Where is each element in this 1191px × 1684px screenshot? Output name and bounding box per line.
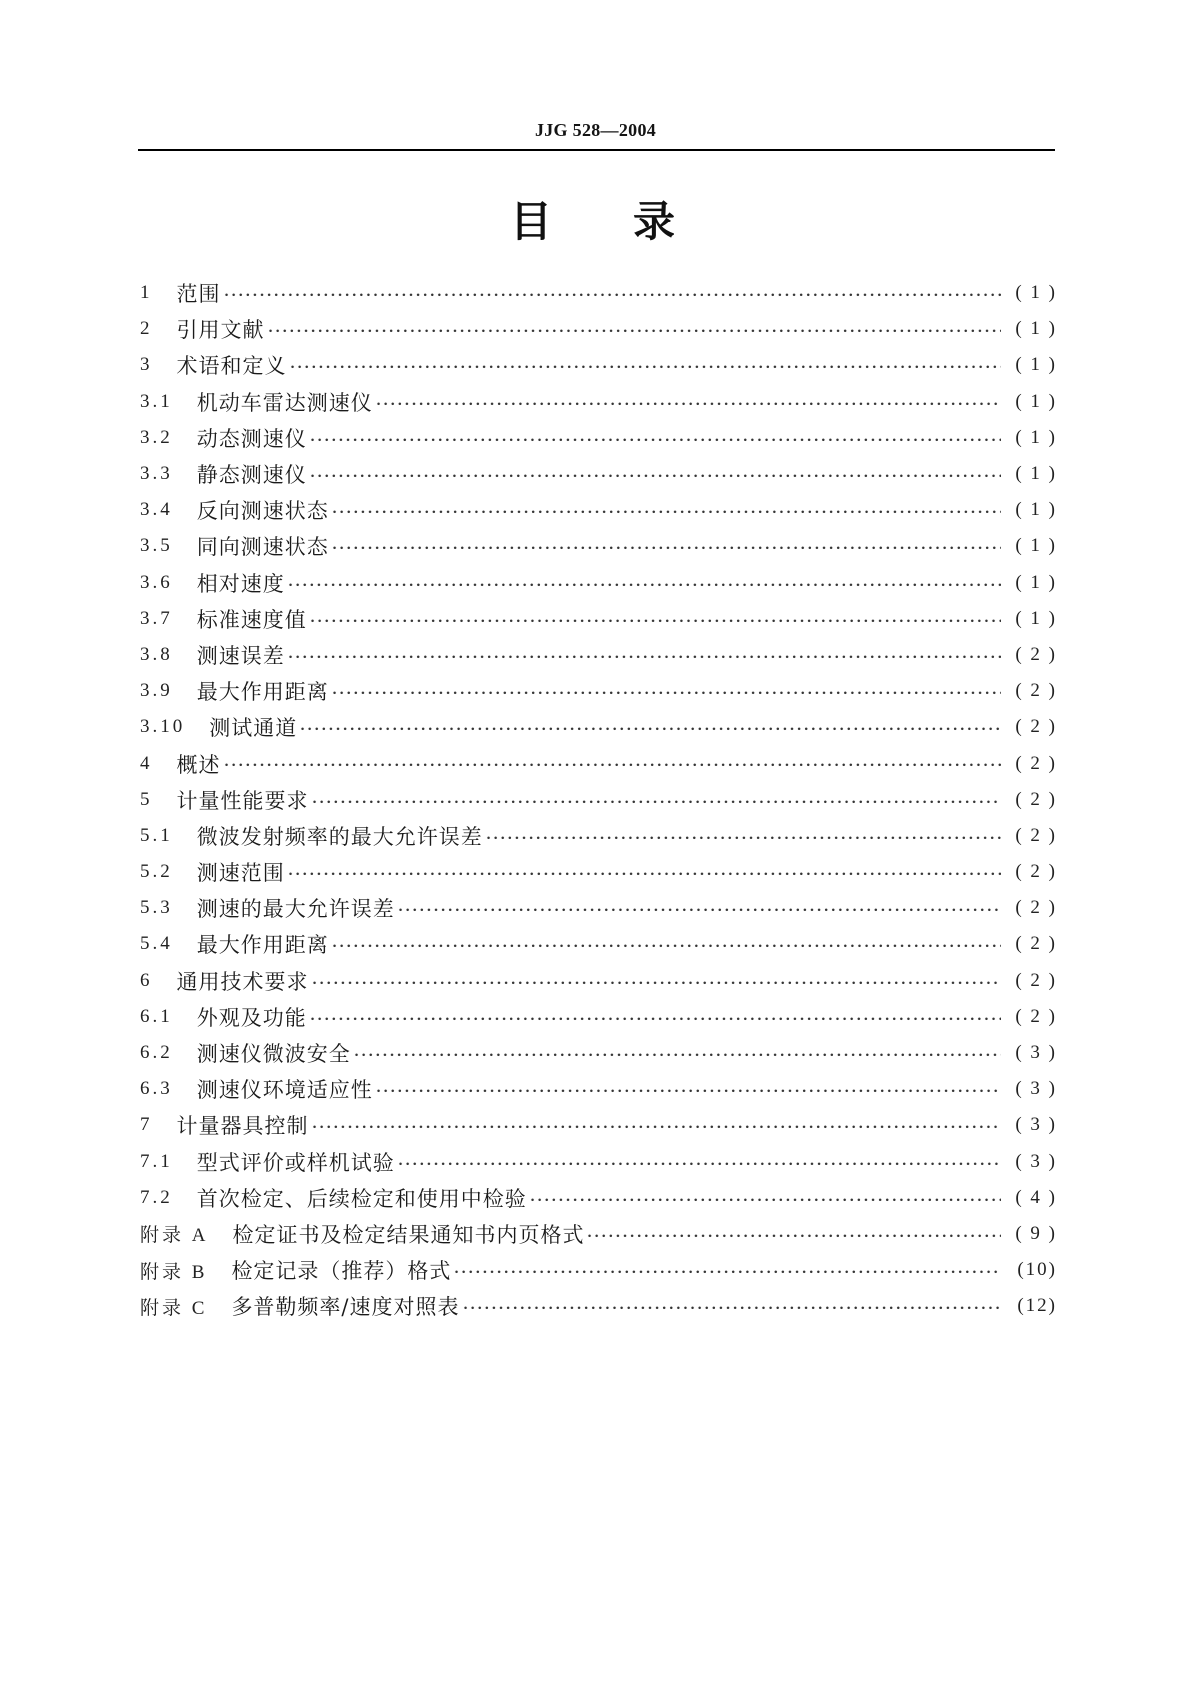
dot-leader xyxy=(331,673,1001,709)
toc-entry-page: ( 1 ) xyxy=(1015,318,1057,340)
toc-entry-number: 6 xyxy=(140,969,153,991)
toc-entry-title: 范围 xyxy=(176,282,221,307)
toc-entry-title: 检定记录（推荐）格式 xyxy=(231,1259,452,1284)
dot-leader xyxy=(287,565,1001,601)
toc-entry xyxy=(140,709,1055,745)
toc-entry-number: 5.1 xyxy=(140,824,173,846)
toc-entry-number: 3.8 xyxy=(140,643,173,665)
dot-leader xyxy=(287,637,1001,673)
toc-entry-page: ( 2 ) xyxy=(1015,861,1057,883)
dot-leader xyxy=(311,963,1002,999)
toc-entry xyxy=(140,492,1055,528)
toc-entry xyxy=(140,384,1055,420)
toc-entry xyxy=(140,1288,1055,1324)
toc-entry-page: ( 1 ) xyxy=(1015,463,1057,485)
toc-entry-page: ( 2 ) xyxy=(1015,969,1057,991)
toc-entry xyxy=(140,999,1055,1035)
toc-entry-page: ( 2 ) xyxy=(1015,752,1057,774)
toc-entry-title: 同向测速状态 xyxy=(196,535,329,560)
toc-entry-title: 首次检定、后续检定和使用中检验 xyxy=(196,1186,527,1211)
toc-entry xyxy=(140,1180,1055,1216)
toc-entry-number: 3.6 xyxy=(140,571,173,593)
toc-entry-number: 2 xyxy=(140,318,153,340)
page-title-char: 目 xyxy=(510,197,553,246)
toc-entry-title: 计量器具控制 xyxy=(176,1114,309,1139)
toc-entry-title: 通用技术要求 xyxy=(176,969,309,994)
toc-entry-page: ( 3 ) xyxy=(1015,1150,1057,1172)
toc-entry-number: 6.3 xyxy=(140,1078,173,1100)
toc-entry xyxy=(140,818,1055,854)
toc-entry-page: ( 2 ) xyxy=(1015,897,1057,919)
toc-entry-page: ( 1 ) xyxy=(1015,535,1057,557)
page-title-char: 录 xyxy=(633,197,676,246)
toc-entry-title: 微波发射频率的最大允许误差 xyxy=(196,824,483,849)
dot-leader xyxy=(267,311,1002,347)
toc-entry xyxy=(140,963,1055,999)
dot-leader xyxy=(331,926,1001,962)
toc-entry xyxy=(140,601,1055,637)
toc-entry-page: ( 2 ) xyxy=(1015,643,1057,665)
toc-entry-page: ( 2 ) xyxy=(1015,824,1057,846)
toc-entry-title: 计量性能要求 xyxy=(176,788,309,813)
dot-leader xyxy=(309,456,1001,492)
toc-entry-number: 附录 A xyxy=(140,1225,209,1247)
toc-entry-page: ( 1 ) xyxy=(1015,607,1057,629)
dot-leader xyxy=(309,420,1001,456)
toc-entry-number: 3.4 xyxy=(140,499,173,521)
toc-entry-page: ( 2 ) xyxy=(1015,1005,1057,1027)
toc-entry-number: 3.10 xyxy=(140,716,186,738)
dot-leader xyxy=(529,1180,1001,1216)
toc-entry xyxy=(140,275,1055,311)
toc-entry xyxy=(140,1107,1055,1143)
dot-leader xyxy=(586,1216,1001,1252)
toc-entry-page: (10) xyxy=(1017,1259,1057,1281)
toc-entry-number: 3.5 xyxy=(140,535,173,557)
header-rule xyxy=(138,149,1055,151)
toc-entry xyxy=(140,854,1055,890)
toc-entry xyxy=(140,745,1055,781)
dot-leader xyxy=(299,709,1001,745)
dot-leader xyxy=(462,1288,1001,1324)
toc-entry-number: 5.2 xyxy=(140,861,173,883)
toc-entry-number: 1 xyxy=(140,282,153,304)
toc-entry-number: 7.2 xyxy=(140,1186,173,1208)
toc-entry-number: 6.2 xyxy=(140,1042,173,1064)
toc-entry-title: 检定证书及检定结果通知书内页格式 xyxy=(232,1222,585,1247)
toc-entry xyxy=(140,528,1055,564)
toc-entry-title: 测速范围 xyxy=(196,861,285,886)
toc-entry-title: 测速误差 xyxy=(196,643,285,668)
toc-entry-number: 附录 C xyxy=(140,1297,208,1319)
dot-leader xyxy=(331,492,1001,528)
dot-leader xyxy=(311,782,1002,818)
toc-entry-page: ( 3 ) xyxy=(1015,1042,1057,1064)
toc-entry-page: ( 1 ) xyxy=(1015,499,1057,521)
toc-entry-page: ( 1 ) xyxy=(1015,354,1057,376)
dot-leader xyxy=(287,854,1001,890)
toc-entry-title: 术语和定义 xyxy=(176,354,287,379)
toc-entry-number: 5.4 xyxy=(140,933,173,955)
toc-entry-title: 相对速度 xyxy=(196,571,285,596)
toc-entry xyxy=(140,1216,1055,1252)
toc-entry xyxy=(140,565,1055,601)
dot-leader xyxy=(331,528,1001,564)
toc-entry xyxy=(140,311,1055,347)
toc-entry-number: 3.9 xyxy=(140,680,173,702)
dot-leader xyxy=(309,601,1001,637)
dot-leader xyxy=(223,275,1002,311)
toc-entry-number: 6.1 xyxy=(140,1005,173,1027)
toc-entry-number: 附录 B xyxy=(140,1261,208,1283)
toc-entry xyxy=(140,926,1055,962)
toc-entry-number: 7.1 xyxy=(140,1150,173,1172)
toc-list xyxy=(140,275,1055,1324)
toc-entry-title: 动态测速仪 xyxy=(196,426,307,451)
toc-entry-number: 3.1 xyxy=(140,390,173,412)
toc-entry-number: 3.7 xyxy=(140,607,173,629)
dot-leader xyxy=(397,1144,1001,1180)
toc-entry-title: 型式评价或样机试验 xyxy=(196,1150,395,1175)
toc-entry-page: ( 2 ) xyxy=(1015,933,1057,955)
toc-entry-number: 3.2 xyxy=(140,426,173,448)
dot-leader xyxy=(375,1071,1001,1107)
toc-entry-title: 概述 xyxy=(176,752,221,777)
toc-entry-number: 7 xyxy=(140,1114,153,1136)
dot-leader xyxy=(223,745,1002,781)
toc-entry-page: ( 1 ) xyxy=(1015,282,1057,304)
toc-entry xyxy=(140,456,1055,492)
dot-leader xyxy=(353,1035,1001,1071)
toc-entry-page: ( 1 ) xyxy=(1015,571,1057,593)
toc-entry-page: ( 9 ) xyxy=(1015,1222,1057,1244)
toc-entry xyxy=(140,347,1055,383)
toc-entry-page: ( 3 ) xyxy=(1015,1114,1057,1136)
toc-entry xyxy=(140,890,1055,926)
toc-entry-title: 测试通道 xyxy=(209,716,298,741)
toc-entry-number: 5.3 xyxy=(140,897,173,919)
document-code-header: JJG 528—2004 xyxy=(534,120,657,140)
toc-entry-number: 5 xyxy=(140,788,153,810)
dot-leader xyxy=(485,818,1001,854)
toc-entry-number: 4 xyxy=(140,752,153,774)
toc-entry xyxy=(140,1252,1055,1288)
toc-entry-page: ( 2 ) xyxy=(1015,716,1057,738)
toc-entry-number: 3 xyxy=(140,354,153,376)
toc-entry-title: 引用文献 xyxy=(176,318,265,343)
toc-entry xyxy=(140,1071,1055,1107)
dot-leader xyxy=(311,1107,1002,1143)
toc-entry xyxy=(140,673,1055,709)
toc-entry-page: ( 2 ) xyxy=(1015,680,1057,702)
toc-entry-title: 多普勒频率/速度对照表 xyxy=(231,1295,460,1320)
toc-entry-title: 静态测速仪 xyxy=(196,463,307,488)
toc-entry-page: ( 1 ) xyxy=(1015,426,1057,448)
toc-entry-page: ( 1 ) xyxy=(1015,390,1057,412)
toc-entry-title: 测速的最大允许误差 xyxy=(196,897,395,922)
toc-entry-title: 标准速度值 xyxy=(196,607,307,632)
toc-entry-title: 最大作用距离 xyxy=(196,680,329,705)
toc-entry-title: 测速仪环境适应性 xyxy=(196,1078,373,1103)
dot-leader xyxy=(375,384,1001,420)
toc-entry xyxy=(140,1144,1055,1180)
dot-leader xyxy=(453,1252,1001,1288)
toc-entry xyxy=(140,637,1055,673)
page-title xyxy=(510,196,675,248)
toc-entry xyxy=(140,782,1055,818)
toc-entry xyxy=(140,420,1055,456)
dot-leader xyxy=(289,347,1002,383)
dot-leader xyxy=(309,999,1001,1035)
toc-entry-title: 最大作用距离 xyxy=(196,933,329,958)
toc-entry-page: (12) xyxy=(1017,1295,1057,1317)
dot-leader xyxy=(397,890,1001,926)
toc-entry-page: ( 2 ) xyxy=(1015,788,1057,810)
toc-entry-title: 机动车雷达测速仪 xyxy=(196,390,373,415)
toc-entry-title: 反向测速状态 xyxy=(196,499,329,524)
toc-entry-number: 3.3 xyxy=(140,463,173,485)
toc-entry-title: 测速仪微波安全 xyxy=(196,1042,351,1067)
toc-entry-page: ( 4 ) xyxy=(1015,1186,1057,1208)
toc-entry xyxy=(140,1035,1055,1071)
toc-entry-page: ( 3 ) xyxy=(1015,1078,1057,1100)
toc-entry-title: 外观及功能 xyxy=(196,1005,307,1030)
